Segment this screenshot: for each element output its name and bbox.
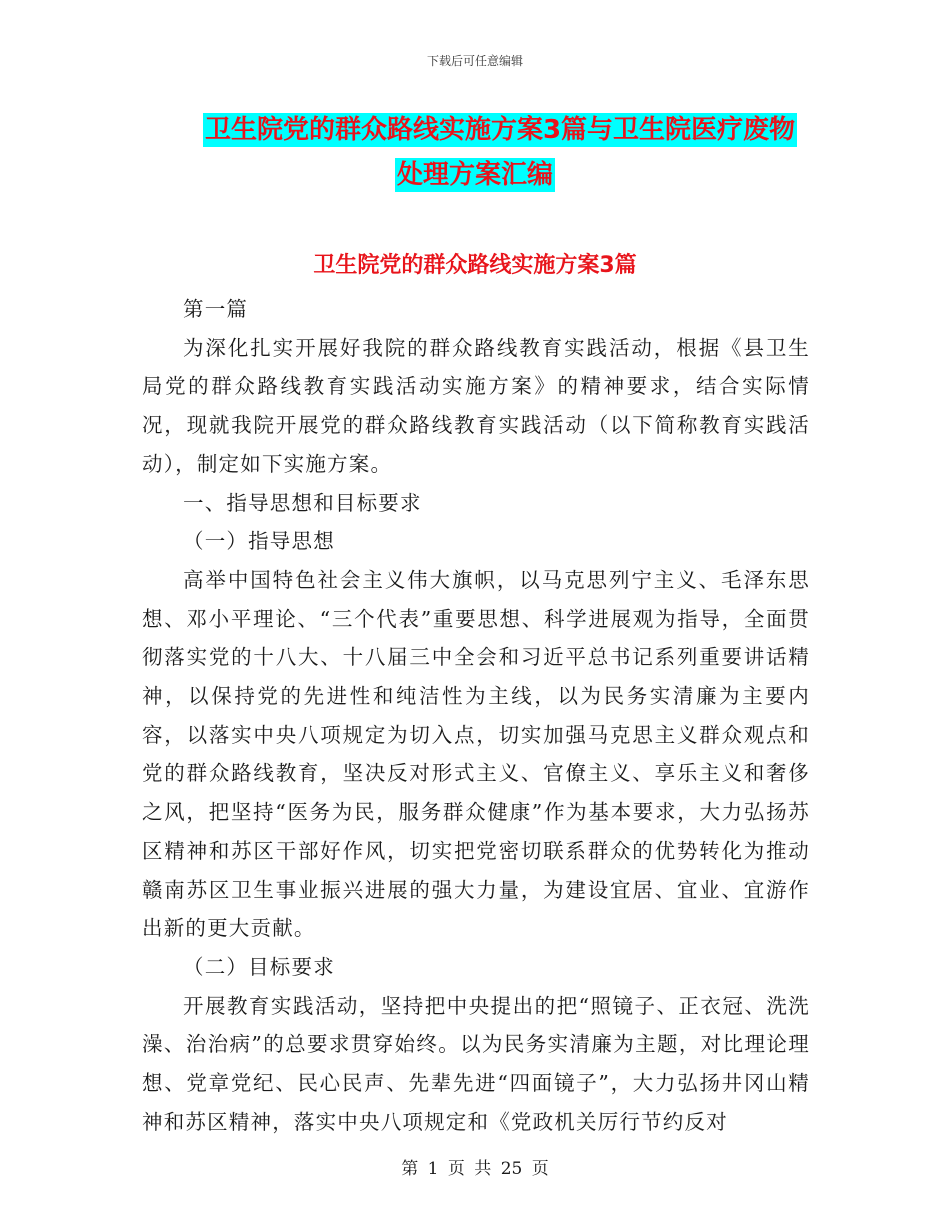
paragraph-heading-1: 一、指导思想和目标要求 (183, 490, 422, 515)
paragraph-intro: 为深化扎实开展好我院的群众路线教育实践活动，根据《县卫生局党的群众路线教育实践活动实施方案》的精神要求，结合实际情况，现就我院开展党的群众路线教育实践活动（以下简称教育实践活动），制定如下实施方案。 (142, 335, 810, 476)
paragraph-part-heading: 第一篇 (183, 297, 249, 321)
paragraph-goal-requirements: 开展教育实践活动，坚持把中央提出的把“照镜子、正衣冠、洗洗澡、治治病”的总要求贯穿始终。以为民务实清廉为主题，对比理论理想、党章党纪、民心民声、先辈先进“四面镜子”，大力弘扬井冈山精神和苏区精神，落实中央八项规定和《党政机关厉行节约反对 (142, 993, 810, 1134)
section-title: 卫生院党的群众路线实施方案3篇 (313, 253, 637, 278)
document-title (0, 108, 950, 198)
paragraph-guiding-thought: 高举中国特色社会主义伟大旗帜，以马克思列宁主义、毛泽东思想、邓小平理论、“三个代表”重要思想、科学进展观为指导，全面贯彻落实党的十八大、十八届三中全会和习近平总书记系列重要讲话精神，以保持党的先进性和纯洁性为主线，以为民务实清廉为主要内容，以落实中央八项规定为切入点，切实加强马克思主义群众观点和党的群众路线教育，坚决反对形式主义、官僚主义、享乐主义和奢侈之风，把坚持“医务为民，服务群众健康”作为基本要求，大力弘扬苏区精神和苏区干部好作风，切实把党密切联系群众的优势转化为推动赣南苏区卫生事业振兴进展的强大力量，为建设宜居、宜业、宜游作出新的更大贡献。 (142, 567, 810, 941)
body-text (142, 290, 810, 1141)
document-title-line-1 (0, 108, 950, 153)
paragraph-subheading-2: （二）目标要求 (183, 954, 335, 979)
title-highlight-2: 处理方案汇编 (396, 160, 553, 190)
paragraph-subheading-1: （一）指导思想 (183, 529, 335, 554)
document-title-line-2 (0, 153, 950, 198)
title-highlight-1: 卫生院党的群众路线实施方案3篇与卫生院医疗废物 (204, 115, 796, 145)
header-note: 下载后可任意编辑 (426, 54, 523, 68)
page-footer: 第 1 页 共 25 页 (401, 1159, 549, 1179)
